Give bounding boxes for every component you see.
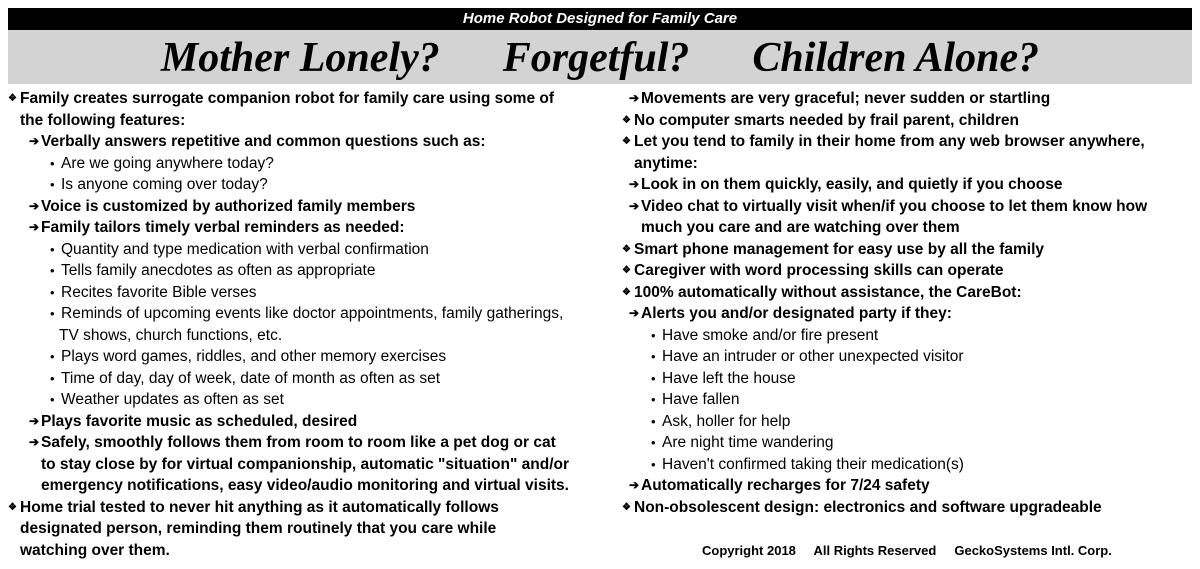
left-column (8, 88, 598, 561)
line-text: anytime: (634, 154, 698, 172)
dot-bullet-icon: • (50, 284, 55, 300)
right-line (622, 303, 1192, 325)
left-line (8, 389, 598, 411)
arrow-bullet-icon: ➔ (29, 220, 40, 234)
dot-bullet-icon: • (651, 327, 656, 343)
dot-bullet-icon: • (50, 370, 55, 386)
right-line (622, 411, 1192, 433)
dot-bullet-icon: • (50, 263, 55, 278)
left-line (8, 411, 598, 433)
line-text: Reminds of upcoming events like doctor appointments, family gatherings, (61, 305, 564, 322)
line-text: Safely, smoothly follows them from room to room like a pet dog or cat (41, 434, 556, 451)
right-line (622, 389, 1192, 411)
diamond-bullet-icon: ❖ (8, 93, 17, 104)
arrow-bullet-icon: ➔ (629, 91, 640, 105)
dot-bullet-icon: • (50, 241, 55, 257)
line-text: Alerts you and/or designated party if they: (641, 305, 952, 322)
right-line (622, 196, 1192, 218)
diamond-bullet-icon: ❖ (622, 136, 631, 147)
arrow-bullet-icon: ➔ (29, 134, 40, 148)
line-text: Home trial tested to never hit anything as it automatically follows (20, 498, 499, 516)
dot-bullet-icon: • (50, 306, 55, 321)
line-text: Tells family anecdotes as often as appropriate (61, 262, 376, 279)
arrow-bullet-icon: ➔ (29, 198, 40, 213)
left-line (8, 260, 598, 282)
left-line (8, 497, 598, 519)
left-line (8, 196, 598, 218)
line-text: Are we going anywhere today? (61, 154, 274, 172)
right-line (622, 325, 1192, 347)
right-line (622, 475, 1192, 497)
dot-bullet-icon: • (50, 392, 55, 407)
left-line (8, 174, 598, 196)
line-text: emergency notifications, easy video/audio monitoring and virtual visits. (41, 477, 569, 494)
line-text: Time of day, day of week, date of month as often as set (61, 369, 441, 387)
line-text: Plays favorite music as scheduled, desired (41, 412, 358, 430)
headline: Mother Lonely? Forgetful? Children Alone? (8, 30, 1192, 84)
arrow-bullet-icon: ➔ (629, 198, 640, 213)
left-line (8, 368, 598, 390)
dot-bullet-icon: • (50, 155, 55, 171)
line-text: Non-obsolescent design: electronics and software upgradeable (634, 498, 1102, 516)
line-text: Quantity and type medication with verbal confirmation (61, 240, 429, 258)
line-text: Weather updates as often as set (61, 391, 284, 408)
line-text: Are night time wandering (662, 434, 834, 451)
left-line (8, 518, 598, 540)
right-line (622, 454, 1192, 476)
line-text: Have smoke and/or fire present (662, 326, 879, 344)
right-line (622, 239, 1192, 261)
diamond-bullet-icon: ❖ (622, 501, 631, 513)
right-line (622, 174, 1192, 196)
left-line (8, 88, 598, 110)
line-text: Have left the house (662, 369, 796, 387)
line-text: Let you tend to family in their home from any web browser anywhere, (634, 133, 1145, 150)
left-line (8, 217, 598, 239)
right-line (622, 131, 1192, 153)
arrow-bullet-icon: ➔ (29, 435, 40, 449)
dot-bullet-icon: • (50, 349, 55, 364)
line-text: Plays word games, riddles, and other memory exercises (61, 348, 447, 365)
left-line (8, 454, 598, 476)
right-line (622, 497, 1192, 519)
line-text: TV shows, church functions, etc. (59, 326, 283, 344)
arrow-bullet-icon: ➔ (629, 478, 640, 492)
dot-bullet-icon: • (651, 413, 656, 429)
right-line (622, 432, 1192, 454)
left-line (8, 432, 598, 454)
arrow-bullet-icon: ➔ (29, 413, 40, 428)
right-line (622, 282, 1192, 304)
left-line (8, 475, 598, 497)
left-line (8, 153, 598, 175)
diamond-bullet-icon: ❖ (622, 243, 631, 255)
right-line (622, 217, 1192, 239)
left-line (8, 282, 598, 304)
line-text: designated person, reminding them routinely that you care while (20, 520, 497, 537)
line-text: Ask, holler for help (662, 412, 791, 430)
right-line (622, 260, 1192, 282)
left-line (8, 325, 598, 347)
left-line (8, 346, 598, 368)
line-text: Is anyone coming over today? (61, 176, 268, 193)
right-column (622, 88, 1192, 518)
line-text: Recites favorite Bible verses (61, 283, 257, 301)
arrow-bullet-icon: ➔ (629, 177, 640, 191)
line-text: much you care and are watching over them (641, 219, 960, 236)
copyright-footer: Copyright 2018 All Rights Reserved GeckoSystems Intl. Corp. (702, 543, 1112, 558)
dot-bullet-icon: • (651, 392, 656, 407)
left-line (8, 303, 598, 325)
dot-bullet-icon: • (651, 370, 656, 386)
diamond-bullet-icon: ❖ (622, 114, 631, 126)
line-text: Caregiver with word processing skills can operate (634, 262, 1004, 279)
diamond-bullet-icon: ❖ (622, 265, 631, 276)
line-text: Haven't confirmed taking their medication(s) (662, 455, 964, 473)
line-text: Look in on them quickly, easily, and quietly if you choose (641, 176, 1063, 193)
line-text: the following features: (20, 111, 186, 129)
line-text: 100% automatically without assistance, the CareBot: (634, 283, 1022, 301)
line-text: Movements are very graceful; never sudden or startling (641, 90, 1051, 107)
line-text: Video chat to virtually visit when/if you choose to let them know how (641, 197, 1148, 215)
line-text: Automatically recharges for 7/24 safety (641, 477, 930, 494)
arrow-bullet-icon: ➔ (629, 306, 640, 320)
dot-bullet-icon: • (651, 456, 656, 472)
left-line (8, 110, 598, 132)
line-text: Have an intruder or other unexpected visitor (662, 348, 964, 365)
line-text: Family tailors timely verbal reminders as needed: (41, 219, 405, 236)
right-line (622, 368, 1192, 390)
right-line (622, 88, 1192, 110)
left-line (8, 239, 598, 261)
dot-bullet-icon: • (651, 435, 656, 450)
right-line (622, 110, 1192, 132)
diamond-bullet-icon: ❖ (8, 501, 17, 513)
dot-bullet-icon: • (50, 177, 55, 192)
line-text: Family creates surrogate companion robot for family care using some of (20, 90, 555, 107)
line-text: watching over them. (20, 541, 170, 559)
line-text: Have fallen (662, 391, 740, 408)
left-line (8, 540, 598, 562)
line-text: Verbally answers repetitive and common questions such as: (41, 133, 486, 150)
left-line (8, 131, 598, 153)
line-text: to stay close by for virtual companionship, automatic "situation" and/or (41, 455, 569, 473)
right-line (622, 346, 1192, 368)
line-text: Smart phone management for easy use by all the family (634, 240, 1045, 258)
line-text: No computer smarts needed by frail parent, children (634, 111, 1020, 129)
dot-bullet-icon: • (651, 349, 656, 364)
right-line (622, 153, 1192, 175)
banner: Home Robot Designed for Family Care (8, 8, 1192, 30)
line-text: Voice is customized by authorized family members (41, 197, 416, 215)
diamond-bullet-icon: ❖ (622, 286, 631, 298)
